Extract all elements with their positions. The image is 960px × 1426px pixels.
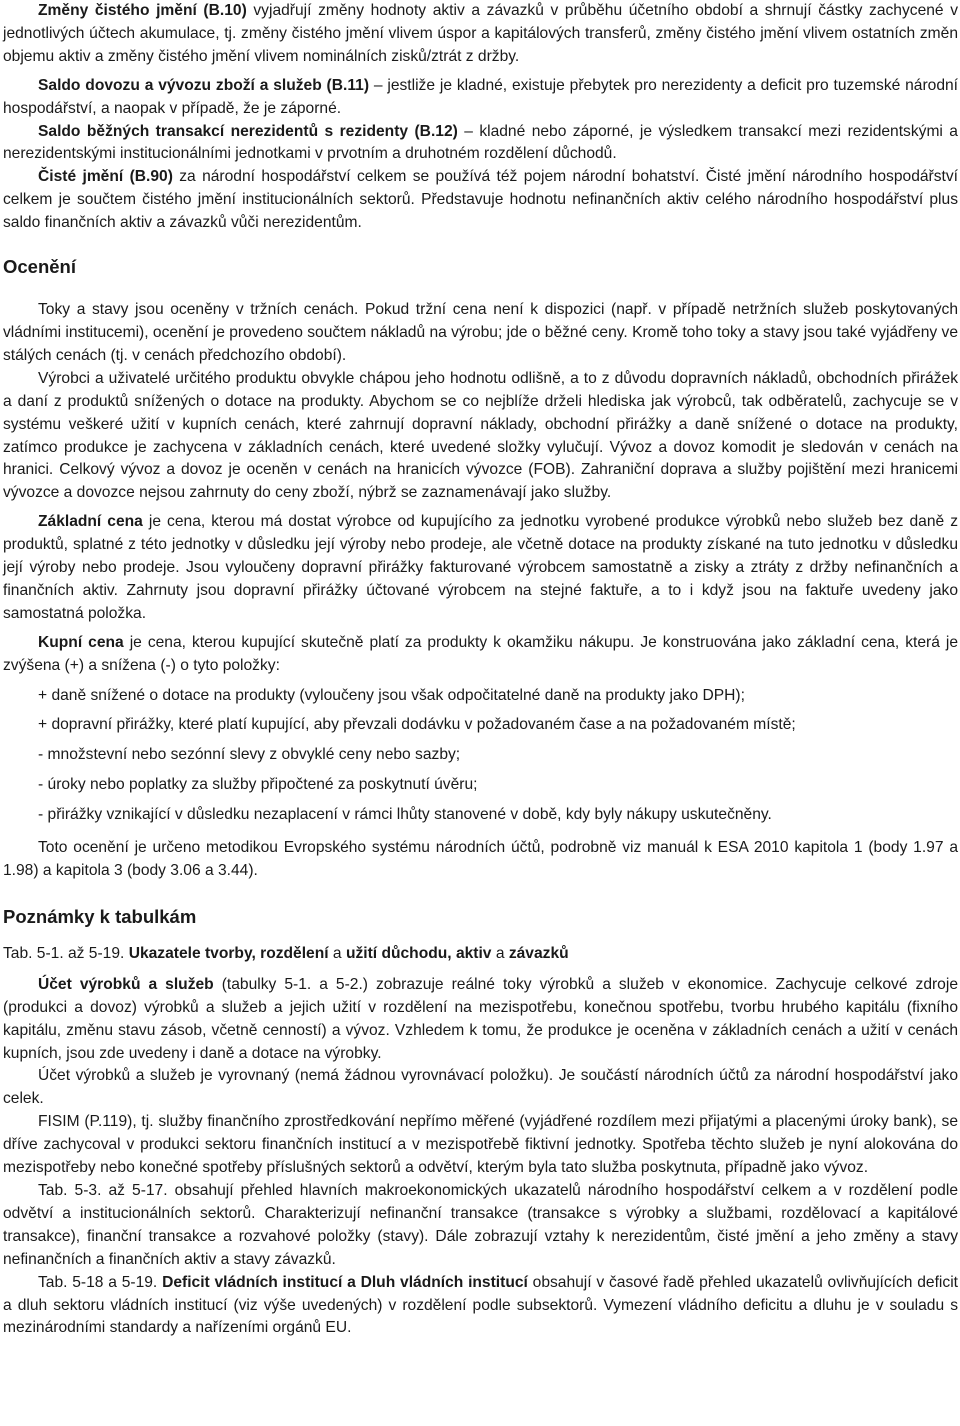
term-net-worth-changes: Změny čistého jmění (B.10) [38, 2, 247, 19]
paragraph-net-worth [3, 166, 958, 235]
paragraph-trade-balance [3, 75, 958, 121]
paragraph-text: za národní hospodářství celkem se používá též pojem národní bohatství. Čisté jmění národního hospodářství celkem je součtem čistého jmění institucionálních sektorů. Představuje hodnotu nefinančních aktiv celého národního hospodářství plus saldo finančních aktiv a závazků vůči nerezidentům. [3, 168, 958, 232]
price-components-list [3, 685, 958, 828]
caption-joiner: a [328, 944, 346, 962]
paragraph-account-balanced: Účet výrobků a služeb je vyrovnaný (nemá žádnou vyrovnávací položku). Je součástí národních účtů za národní hospodářství jako celek. [3, 1067, 958, 1108]
caption-joiner: a [491, 944, 509, 962]
paragraph-goods-services-account [3, 974, 958, 1066]
heading-valuation: Ocenění [3, 256, 76, 278]
paragraph-valuation-2: Výrobci a uživatelé určitého produktu obvykle chápou jeho hodnotu odlišně, a to z důvodu dopravních nákladů, obchodních přirážek a daní z produktů snížených o dotace na produkty. Abychom se co nejblíže drželi hlediska jak výrobců, tak odběratelů, zachycuje se v systému veškeré užití v kupních cenách, které zahrnují dopravní náklady, obchodní přirážky a daně snížené o dotace na produkty, zatímco produkce je zachycena v základních cenách, které uvedené složky vylučují. Vývoz a dovoz komodit je sledován v cenách na hranici. Celkový vývoz a dovoz je oceněn v cenách na hranicích vývozce (FOB). Zahraniční doprava a služby pojištění mezi hranicemi vývozce a dovozce nejsou zahrnuty do ceny zboží, nýbrž se zaznamenávají jako služby. [3, 369, 958, 502]
term-goods-services-account: Účet výrobků a služeb [38, 975, 214, 993]
paragraph-tables-overview: Tab. 5-3. až 5-17. obsahují přehled hlavních makroekonomických ukazatelů národního hospodářství celkem a v rozdělení podle odvětví a institucionálních sektorů. Charakterizují nefinanční transakce (transakce s výrobky a službami, rozdělovací a kapitálové transakce), finanční transakce a rozvahové položky (stavy). Dále zobrazují vztahy k nerezidentům, čisté jmění a jeho změny a stavy nefinančních a finančních aktiv a stavy závazků. [3, 1181, 958, 1268]
list-item: - přirážky vznikající v důsledku nezaplacení v rámci lhůty stanovené v době, kdy byly nákupy uskutečněny. [38, 806, 772, 824]
paragraph-purchaser-price [3, 632, 958, 678]
list-item: + daně snížené o dotace na produkty (vyloučeny jsou však odpočitatelné daně na produkty jako DPH); [38, 686, 745, 704]
heading-table-notes: Poznámky k tabulkám [3, 905, 197, 927]
paragraph-esa-reference: Toto ocenění je určeno metodikou Evropského systému národních účtů, podrobně viz manuál k ESA 2010 kapitola 1 (body 1.97 a 1.98) a kapitola 3 (body 3.06 a 3.44). [3, 839, 958, 879]
list-item: - úroky nebo poplatky za služby připočtené za poskytnutí úvěru; [38, 776, 478, 794]
caption-bold: závazků [508, 944, 569, 962]
term-current-balance: Saldo běžných transakcí nerezidentů s rezidenty (B.12) [38, 122, 458, 140]
caption-bold: Ukazatele tvorby, rozdělení [128, 944, 329, 962]
caption-prefix: Tab. 5-1. až 5-19. [3, 944, 129, 962]
paragraph-text: – kladné nebo záporné, je výsledkem transakcí mezi rezidentskými a nerezidentskými institucionálními jednotkami v prvotním a druhotném rozdělení důchodů. [3, 122, 958, 163]
list-item: + dopravní přirážky, které platí kupující, aby převzali dodávku v požadovaném čase a na požadovaném místě; [38, 716, 796, 734]
paragraph-text: je cena, kterou má dostat výrobce od kupujícího za jednotku vyrobené produkce výrobků nebo služeb bez daně z produktů, splatné z této jednotky v důsledku její výroby nebo prodeje, ale včetně dotace na produkty získané na tuto jednotku v důsledku její výroby nebo prodeje. Jsou vyloučeny dopravní přirážky fakturované výrobcem samostatně a zisky a ztráty z držby nefinančních a finančních aktiv. Zahrnuty jsou dopravní přirážky účtované výrobcem na stejné faktuře, a to i když jsou na faktuře uvedeny jako samostatná položka. [3, 513, 958, 622]
paragraph-current-balance [3, 121, 958, 167]
term-government-deficit: Deficit vládních institucí a Dluh vládních institucí [162, 1273, 528, 1291]
paragraph-text: – jestliže je kladné, existuje přebytek pro nerezidenty a deficit pro tuzemské národní hospodářství, a naopak v případě, že je záporné. [3, 76, 959, 117]
paragraph-fisim: FISIM (P.119), tj. služby finančního zprostředkování nepřímo měřené (vyjádřené rozdílem mezi přijatými a placenými úroky bank), se dříve zachycoval v produkci sektoru finančních institucí a v mezispotřebě fiktivní jednotky. Spotřeba těchto služeb je nyní alokována do mezispotřeby nebo konečné spotřeby příslušných sektorů a odvětví, kterým byla tato služba poskytnuta, případně jako vývoz. [3, 1113, 958, 1177]
paragraph-text: Tab. 5-18 a 5-19. [38, 1273, 163, 1291]
paragraph-text: (tabulky 5-1. a 5-2.) zobrazuje reálné toky výrobků a služeb v ekonomice. Zachycuje celkové zdroje (produkci a dovoz) výrobků a služeb a jejich užití v rozdělení na mezispotřebu, konečnou spotřebu, tvorbu hrubého kapitálu (fixního kapitálu, změnu stavu zásob, včetně cenností) a vývoz. Vzhledem k tomu, že produkce je oceněna v základních cenách a užití v cenách kupních, jsou zde uvedeny i daně a dotace na výrobky. [3, 975, 958, 1062]
paragraph-valuation-1: Toky a stavy jsou oceněny v tržních cenách. Pokud tržní cena není k dispozici (např. v případě netržních služeb poskytovaných vládními institucemi), ocenění je provedeno součtem nákladů na výrobu; jde o běžné ceny. Kromě toho toky a stavy jsou také vyjádřeny ve stálých cenách (tj. v cenách předchozího období). [3, 301, 958, 364]
paragraph-net-worth-changes [3, 0, 958, 69]
paragraph-basic-price [3, 511, 958, 626]
term-purchaser-price: Kupní cena [38, 633, 124, 651]
term-trade-balance: Saldo dovozu a vývozu zboží a služeb (B.11) [38, 76, 370, 94]
term-basic-price: Základní cena [38, 513, 143, 531]
paragraph-text: je cena, kterou kupující skutečně platí za produkty k okamžiku nákupu. Je konstruována jako základní cena, která je zvýšena (+) a snížena (-) o tyto položky: [3, 633, 959, 674]
paragraph-text: vyjadřují změny hodnoty aktiv a závazků v průběhu účetního období a shrnují částky zachycené v jednotlivých účtech akumulace, tj. změny čistého jmění vlivem úspor a kapitálových transferů, změny čistého jmění vlivem ostatních změn objemu aktiv a změny čistého jmění vlivem nominálních zisků/ztrát z držby. [3, 2, 958, 65]
table-caption [3, 943, 958, 966]
paragraph-government-deficit [3, 1272, 958, 1341]
paragraph-text: obsahují v časové řadě přehled ukazatelů ovlivňujících deficit a dluh sektoru vládních institucí (viz výše uvedených) v rozdělení podle subsektorů. Vymezení vládního deficitu a dluhu je v souladu s mezinárodními standardy a nařízeními orgánů EU. [3, 1273, 958, 1337]
term-net-worth: Čisté jmění (B.90) [38, 168, 173, 186]
caption-bold: užití důchodu, aktiv [345, 944, 492, 962]
list-item: - množstevní nebo sezónní slevy z obvyklé ceny nebo sazby; [38, 746, 461, 764]
